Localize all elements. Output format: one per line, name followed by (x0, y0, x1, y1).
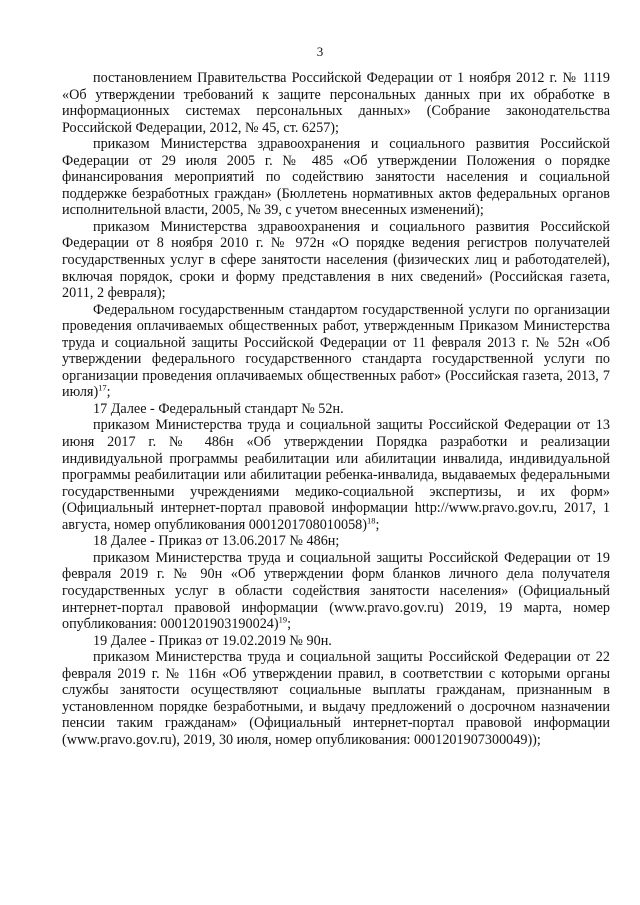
legal-reference-paragraph (62, 70, 610, 136)
legal-reference-paragraph (62, 219, 610, 302)
paragraph-text: приказом Министерства труда и социальной защиты Российской Федерации от 22 февраля 2019 г. № 116н «Об утверждении правил, в соответствии с которыми органы службы занятости осуществляют социальные выплаты гражданам, признанным в установленном порядке безработными, и выдачу предложений о досрочном назначении пенсии таким гражданам» (Официальный интернет-портал правовой информации (www.pravo.gov.ru), 2019, 30 июля, номер опубликования: 0001201907300049)); (62, 649, 610, 748)
paragraph-text: 19 Далее - Приказ от 19.02.2019 № 90н. (93, 632, 332, 649)
paragraph-text: приказом Министерства труда и социальной защиты Российской Федерации от 19 февраля 2019 г. № 90н «Об утверждении форм бланков личного дела получателя государственных услуг в области содействия занятости населения» (Официальный интернет-портал правовой информации (www.pravo.gov.ru) 2019, 19 марта, номер опубликования: 0001201903190024) (62, 549, 610, 633)
paragraph-text: 17 Далее - Федеральный стандарт № 52н. (93, 400, 344, 417)
legal-reference-paragraph (62, 649, 610, 748)
document-body (62, 70, 610, 748)
paragraph-tail: ; (106, 384, 111, 401)
footnote-marker: 17 (98, 382, 107, 393)
paragraph-text: Федеральном государственным стандартом государственной услуги по организации проведения оплачиваемых общественных работ, утвержденным Приказом Министерства труда и социальной защиты Российской Федерации от 11 февраля 2013 г. № 52н «Об утверждении федерального государственного стандарта государственной услуги по организации проведения оплачиваемых общественных работ» (Российская газета, 2013, 7 июля) (62, 301, 610, 401)
footnote-marker: 18 (367, 515, 376, 526)
legal-reference-paragraph (62, 550, 610, 633)
paragraph-text: приказом Министерства здравоохранения и социального развития Российской Федерации от 29 июля 2005 г. № 485 «Об утверждении Положения о порядке финансирования мероприятий по содействию занятости населения и социальной поддержке безработных граждан» (Бюллетень нормативных актов федеральных органов исполнительной власти, 2005, № 39, с учетом внесенных изменений); (62, 136, 610, 219)
paragraph-text: приказом Министерства здравоохранения и социального развития Российской Федерации от 8 ноября 2010 г. № 972н «О порядке ведения регистров получателей государственных услуг в сфере занятости населения (физических лиц и работодателей), включая порядок, сроки и форму представления в них сведений» (Российская газета, 2011, 2 февраля); (62, 218, 610, 302)
paragraph-tail: ; (287, 616, 292, 633)
footnote-marker: 19 (278, 614, 288, 625)
footnote-line (62, 533, 610, 550)
paragraph-text: приказом Министерства труда и социальной защиты Российской Федерации от 13 июня 2017 г. № 486н «Об утверждении Порядка разработки и реализации индивидуальной программы реабилитации или абилитации инвалида, индивидуальной программы реабилитации или абилитации ребенка-инвалида, выдаваемых федеральными государственными учреждениями медико-социальной экспертизы, и их форм» (Официальный интернет-портал правовой информации http://www.pravo.gov.ru, 2017, 1 августа, номер опубликования 0001201708010058) (62, 417, 610, 533)
footnote-line (62, 633, 610, 650)
paragraph-text: постановлением Правительства Российской Федерации от 1 ноября 2012 г. № 1119 «Об утверждении требований к защите персональных данных при их обработке в информационных системах персональных данных» (Собрание законодательства Российской Федерации, 2012, № 45, ст. 6257); (62, 70, 610, 136)
legal-reference-paragraph (62, 136, 610, 219)
paragraph-tail: ; (375, 516, 380, 533)
legal-reference-paragraph (62, 302, 610, 401)
paragraph-text: 18 Далее - Приказ от 13.06.2017 № 486н; (93, 533, 340, 550)
legal-reference-paragraph (62, 417, 610, 533)
page-number: 3 (316, 44, 324, 59)
footnote-line (62, 401, 610, 418)
